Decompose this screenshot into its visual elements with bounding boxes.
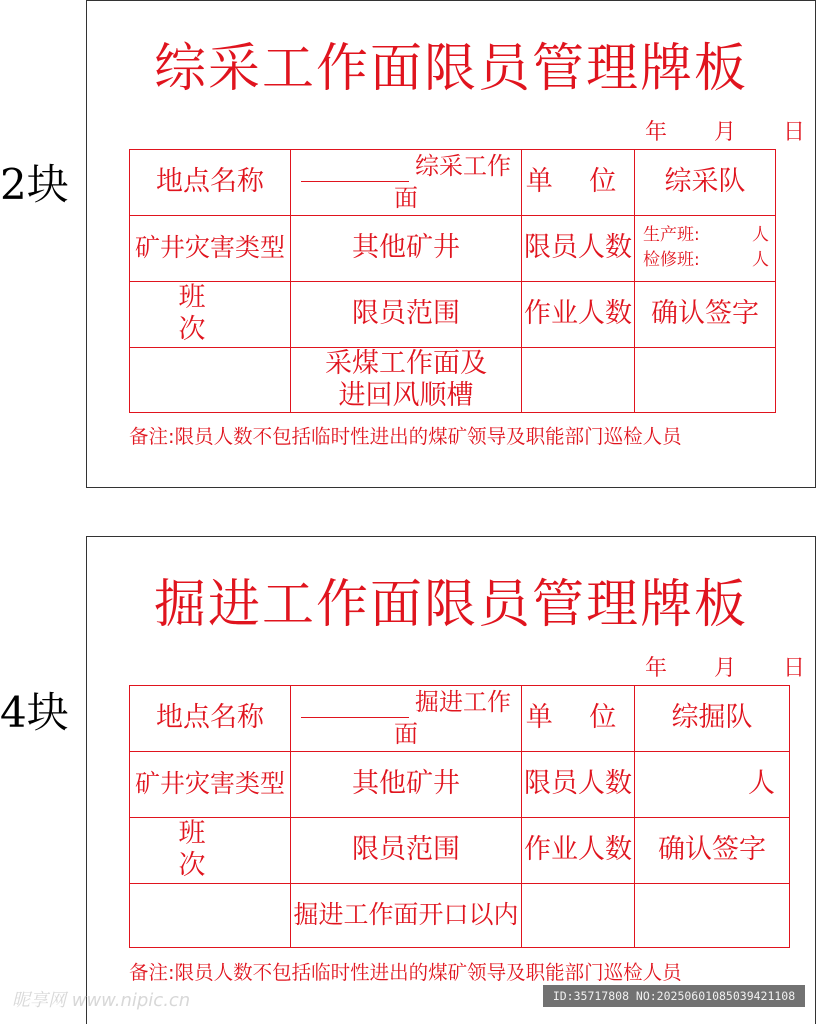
shift-value-cell — [130, 883, 291, 947]
scope-value-cell: 掘进工作面开口以内 — [291, 883, 522, 947]
side-label-board-1: 2块 — [0, 160, 69, 209]
shift-value-cell — [130, 347, 291, 413]
sign-label-cell: 确认签字 — [635, 281, 776, 347]
unit-label-cell: 单 位 — [522, 686, 635, 752]
site-watermark: 昵享网 www.nipic.cn — [12, 990, 191, 1011]
footnote: 备注:限员人数不包括临时性进出的煤矿领导及职能部门巡检人员 — [129, 961, 682, 984]
footnote: 备注:限员人数不包括临时性进出的煤矿领导及职能部门巡检人员 — [129, 425, 682, 448]
place-label-cell: 地点名称 — [130, 686, 291, 752]
hazard-label-cell: 矿井灾害类型 — [130, 215, 291, 281]
workers-label-cell: 作业人数 — [522, 817, 635, 883]
sign-value-cell — [635, 883, 790, 947]
side-label-board-2: 4块 — [0, 688, 69, 737]
unit-label-cell: 单 位 — [522, 150, 635, 216]
limit-line-production: 生产班: 人 — [643, 224, 769, 245]
unit-value-cell: 综采队 — [635, 150, 776, 216]
date-line — [605, 115, 805, 146]
hazard-label-cell: 矿井灾害类型 — [130, 751, 291, 817]
hazard-value-cell: 其他矿井 — [291, 751, 522, 817]
info-table — [129, 149, 776, 413]
limit-label-cell: 限员人数 — [522, 751, 635, 817]
date-month-label: 月 — [713, 120, 736, 145]
workers-value-cell — [522, 883, 635, 947]
workers-label-cell: 作业人数 — [522, 281, 635, 347]
limit-line-maintenance: 检修班: 人 — [643, 250, 769, 271]
info-table — [129, 685, 790, 948]
place-label-cell: 地点名称 — [130, 150, 291, 216]
workers-value-cell — [522, 347, 635, 413]
board-fully-mechanized — [86, 0, 816, 488]
shift-label-cell: 班 次 — [130, 281, 291, 347]
board-tunneling — [86, 536, 816, 1024]
board-title: 掘进工作面限员管理牌板 — [153, 575, 748, 635]
sign-label-cell: 确认签字 — [635, 817, 790, 883]
board-title: 综采工作面限员管理牌板 — [153, 39, 748, 99]
image-id-watermark: ID:35717808 NO:20250601085039421108 — [543, 985, 805, 1007]
unit-value-cell: 综掘队 — [635, 686, 790, 752]
place-value: 掘进工作面 — [394, 688, 511, 749]
date-line — [605, 651, 805, 682]
place-value-cell — [291, 150, 522, 216]
limit-value-cell: 人 — [635, 751, 790, 817]
date-day-label: 日 — [782, 120, 805, 145]
scope-label-cell: 限员范围 — [291, 817, 522, 883]
date-year-label: 年 — [644, 120, 667, 145]
scope-value-cell: 采煤工作面及 进回风顺槽 — [291, 347, 522, 413]
shift-label-cell: 班 次 — [130, 817, 291, 883]
place-value: 综采工作面 — [394, 152, 511, 213]
place-value-cell — [291, 686, 522, 752]
limit-value-cell — [635, 215, 776, 281]
hazard-value-cell: 其他矿井 — [291, 215, 522, 281]
date-month-label: 月 — [713, 656, 736, 681]
sign-value-cell — [635, 347, 776, 413]
scope-label-cell: 限员范围 — [291, 281, 522, 347]
limit-label-cell: 限员人数 — [522, 215, 635, 281]
place-blank-line — [301, 159, 409, 182]
place-blank-line — [301, 695, 409, 718]
date-day-label: 日 — [782, 656, 805, 681]
date-year-label: 年 — [644, 656, 667, 681]
